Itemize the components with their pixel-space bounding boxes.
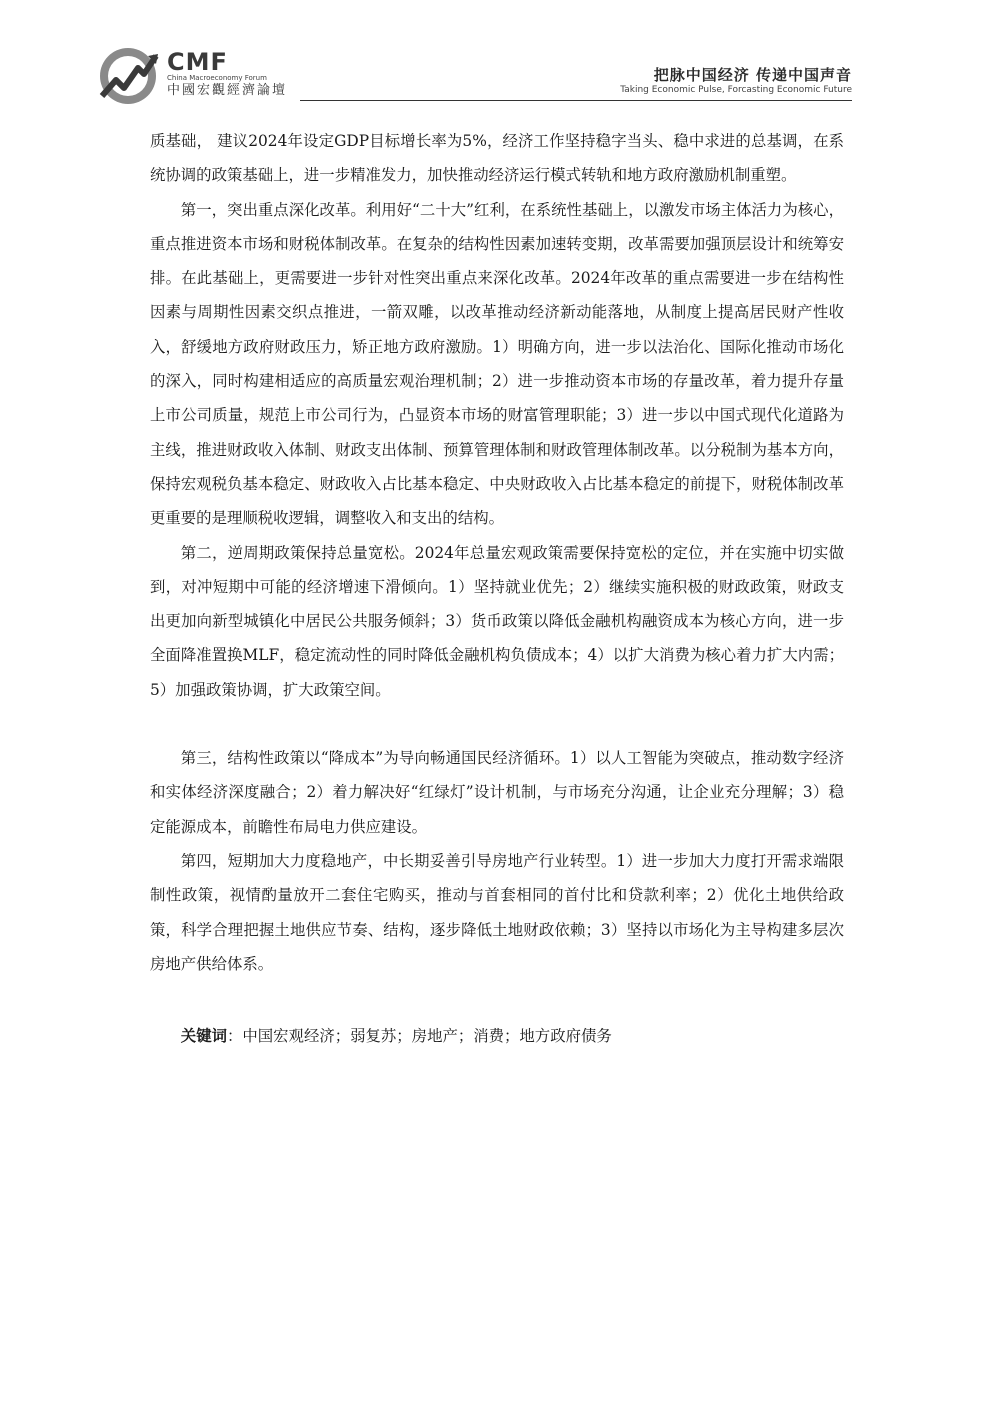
slogan-chinese: 把脉中国经济 传递中国声音 xyxy=(653,66,852,84)
paragraph-second: 第二，逆周期政策保持总量宽松。2024年总量宏观政策需要保持宽松的定位，并在实施中切实做到，对冲短期中可能的经济增速下滑倾向。1）坚持就业优先；2）继续实施积极的财政政策，财政支出更加向新型城镇化中居民公共服务倾斜；3）货币政策以降低金融机构融资成本为核心方向，进一步全面降准置换MLF，稳定流动性的同时降低金融机构负债成本；4）以扩大消费为核心着力扩大内需；5）加强政策协调，扩大政策空间。 xyxy=(150,543,844,699)
keywords-text: ：中国宏观经济；弱复苏；房地产；消费；地方政府债务 xyxy=(226,1027,612,1046)
header-slogan xyxy=(620,66,852,96)
slogan-english: Taking Economic Pulse, Forcasting Economic Future xyxy=(620,85,852,95)
document-body xyxy=(150,124,844,1053)
header-divider xyxy=(300,100,852,101)
paragraph-fourth: 第四，短期加大力度稳地产，中长期妥善引导房地产行业转型。1）进一步加大力度打开需求端限制性政策，视情酌量放开二套住宅购买，推动与首套相同的首付比和贷款利率；2）优化土地供给政策，科学合理把握土地供应节奏、结构，逐步降低土地财政依赖；3）坚持以市场化为主导构建多层次房地产供给体系。 xyxy=(150,851,844,973)
keywords-label: 关键词 xyxy=(180,1027,227,1046)
paragraph-gap xyxy=(150,707,844,741)
logo-abbr: CMF xyxy=(167,48,228,76)
keywords-gap xyxy=(150,981,844,1019)
paragraph-first: 第一，突出重点深化改革。利用好“二十大”红利，在系统性基础上，以激发市场主体活力为核心，重点推进资本市场和财税体制改革。在复杂的结构性因素加速转变期，改革需要加强顶层设计和统筹安排。在此基础上，更需要进一步针对性突出重点来深化改革。2024年改革的重点需要进一步在结构性因素与周期性因素交织点推进，一箭双雕，以改革推动经济新动能落地，从制度上提高居民财产性收入，舒缓地方政府财政压力，矫正地方政府激励。1）明确方向，进一步以法治化、国际化推动市场化的深入，同时构建相适应的高质量宏观治理机制；2）进一步推动资本市场的存量改革，着力提升存量上市公司质量，规范上市公司行为，凸显资本市场的财富管理职能；3）进一步以中国式现代化道路为主线，推进财政收入体制、财政支出体制、预算管理体制和财政管理体制改革。以分税制为基本方向，保持宏观税负基本稳定、财政收入占比基本稳定、中央财政收入占比基本稳定的前提下，财税体制改革更重要的是理顺税收逻辑，调整收入和支出的结构。 xyxy=(150,200,844,528)
paragraph-intro: 质基础， 建议2024年设定GDP目标增长率为5%，经济工作坚持稳字当头、稳中求进的总基调，在系统协调的政策基础上，进一步精准发力，加快推动经济运行模式转轨和地方政府激励机制重塑。 xyxy=(150,132,844,185)
logo-chinese-name: 中國宏觀經濟論壇 xyxy=(167,83,288,98)
page-header xyxy=(0,0,992,110)
logo-text xyxy=(167,50,287,99)
logo-english-name: China Macroeconomy Forum xyxy=(167,74,267,82)
cmf-logo-icon xyxy=(98,46,160,106)
paragraph-third: 第三，结构性政策以“降成本”为导向畅通国民经济循环。1）以人工智能为突破点，推动数字经济和实体经济深度融合；2）着力解决好“红绿灯”设计机制，与市场充分沟通，让企业充分理解；3）稳定能源成本，前瞻性布局电力供应建设。 xyxy=(150,749,844,836)
keywords-line xyxy=(150,1019,844,1053)
